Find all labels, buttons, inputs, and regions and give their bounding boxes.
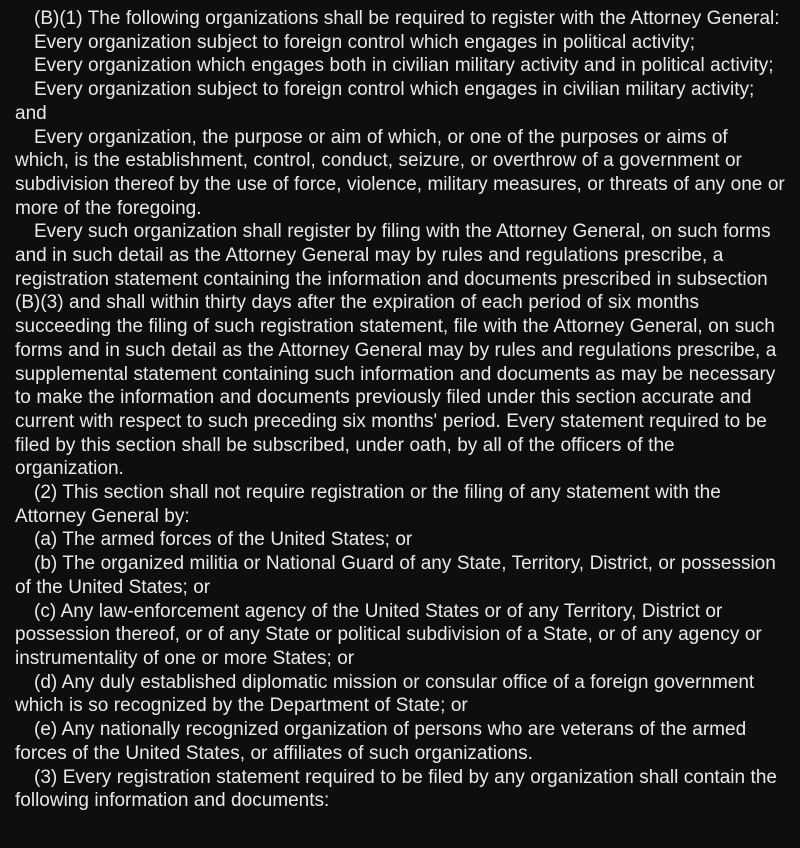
paragraph-13: (3) Every registration statement required to be filed by any organization shall contain the following information and documents: <box>15 766 777 812</box>
paragraph-9: (b) The organized militia or National Guard of any State, Territory, District, or possession of the United States; or <box>15 553 776 598</box>
paragraph-11: (d) Any duly established diplomatic mission or consular office of a foreign government which is so recognized by the Department of State; or <box>15 671 755 717</box>
paragraph-10: (c) Any law-enforcement agency of the United States or of any Territory, District or possession thereof, or of any State or political subdivision of a State, or of any agency or instrumentality of one or more States; or <box>15 600 762 669</box>
paragraph-5: Every organization, the purpose or aim of which, or one of the purposes or aims of which, is the establishment, control, conduct, seizure, or overthrow of a government or subdivision thereof by the use of force, violence, military measures, or threats of any one or more of the foregoing. <box>15 126 785 219</box>
paragraph-8: (a) The armed forces of the United States; or <box>34 529 413 551</box>
paragraph-12: (e) Any nationally recognized organization of persons who are veterans of the armed forces of the United States, or affiliates of such organizations. <box>15 719 747 764</box>
paragraph-4: Every organization subject to foreign control which engages in civilian military activity; and <box>15 79 755 124</box>
paragraph-6: Every such organization shall register by filing with the Attorney General, on such forms and in such detail as the Attorney General may by rules and regulations prescribe, a registration statement containing the information and documents prescribed in subsection (B)(3) and shall within thirty days after the expiration of each period of six months succeeding the filing of such registration statement, file with the Attorney General, on such forms and in such detail as the Attorney General may by rules and regulations prescribe, a supplemental statement containing such information and documents as may be necessary to make the information and documents previously filed under this section accurate and current with respect to such preceding six months' period. Every statement required to be filed by this section shall be subscribed, under oath, by all of the officers of the organization. <box>15 221 777 480</box>
paragraph-7: (2) This section shall not require registration or the filing of any statement with the Attorney General by: <box>15 482 721 527</box>
paragraph-1: (B)(1) The following organizations shall be required to register with the Attorney General: <box>34 8 780 29</box>
paragraph-3: Every organization which engages both in civilian military activity and in political activity; <box>34 55 774 77</box>
paragraph-2: Every organization subject to foreign control which engages in political activity; <box>34 31 696 53</box>
